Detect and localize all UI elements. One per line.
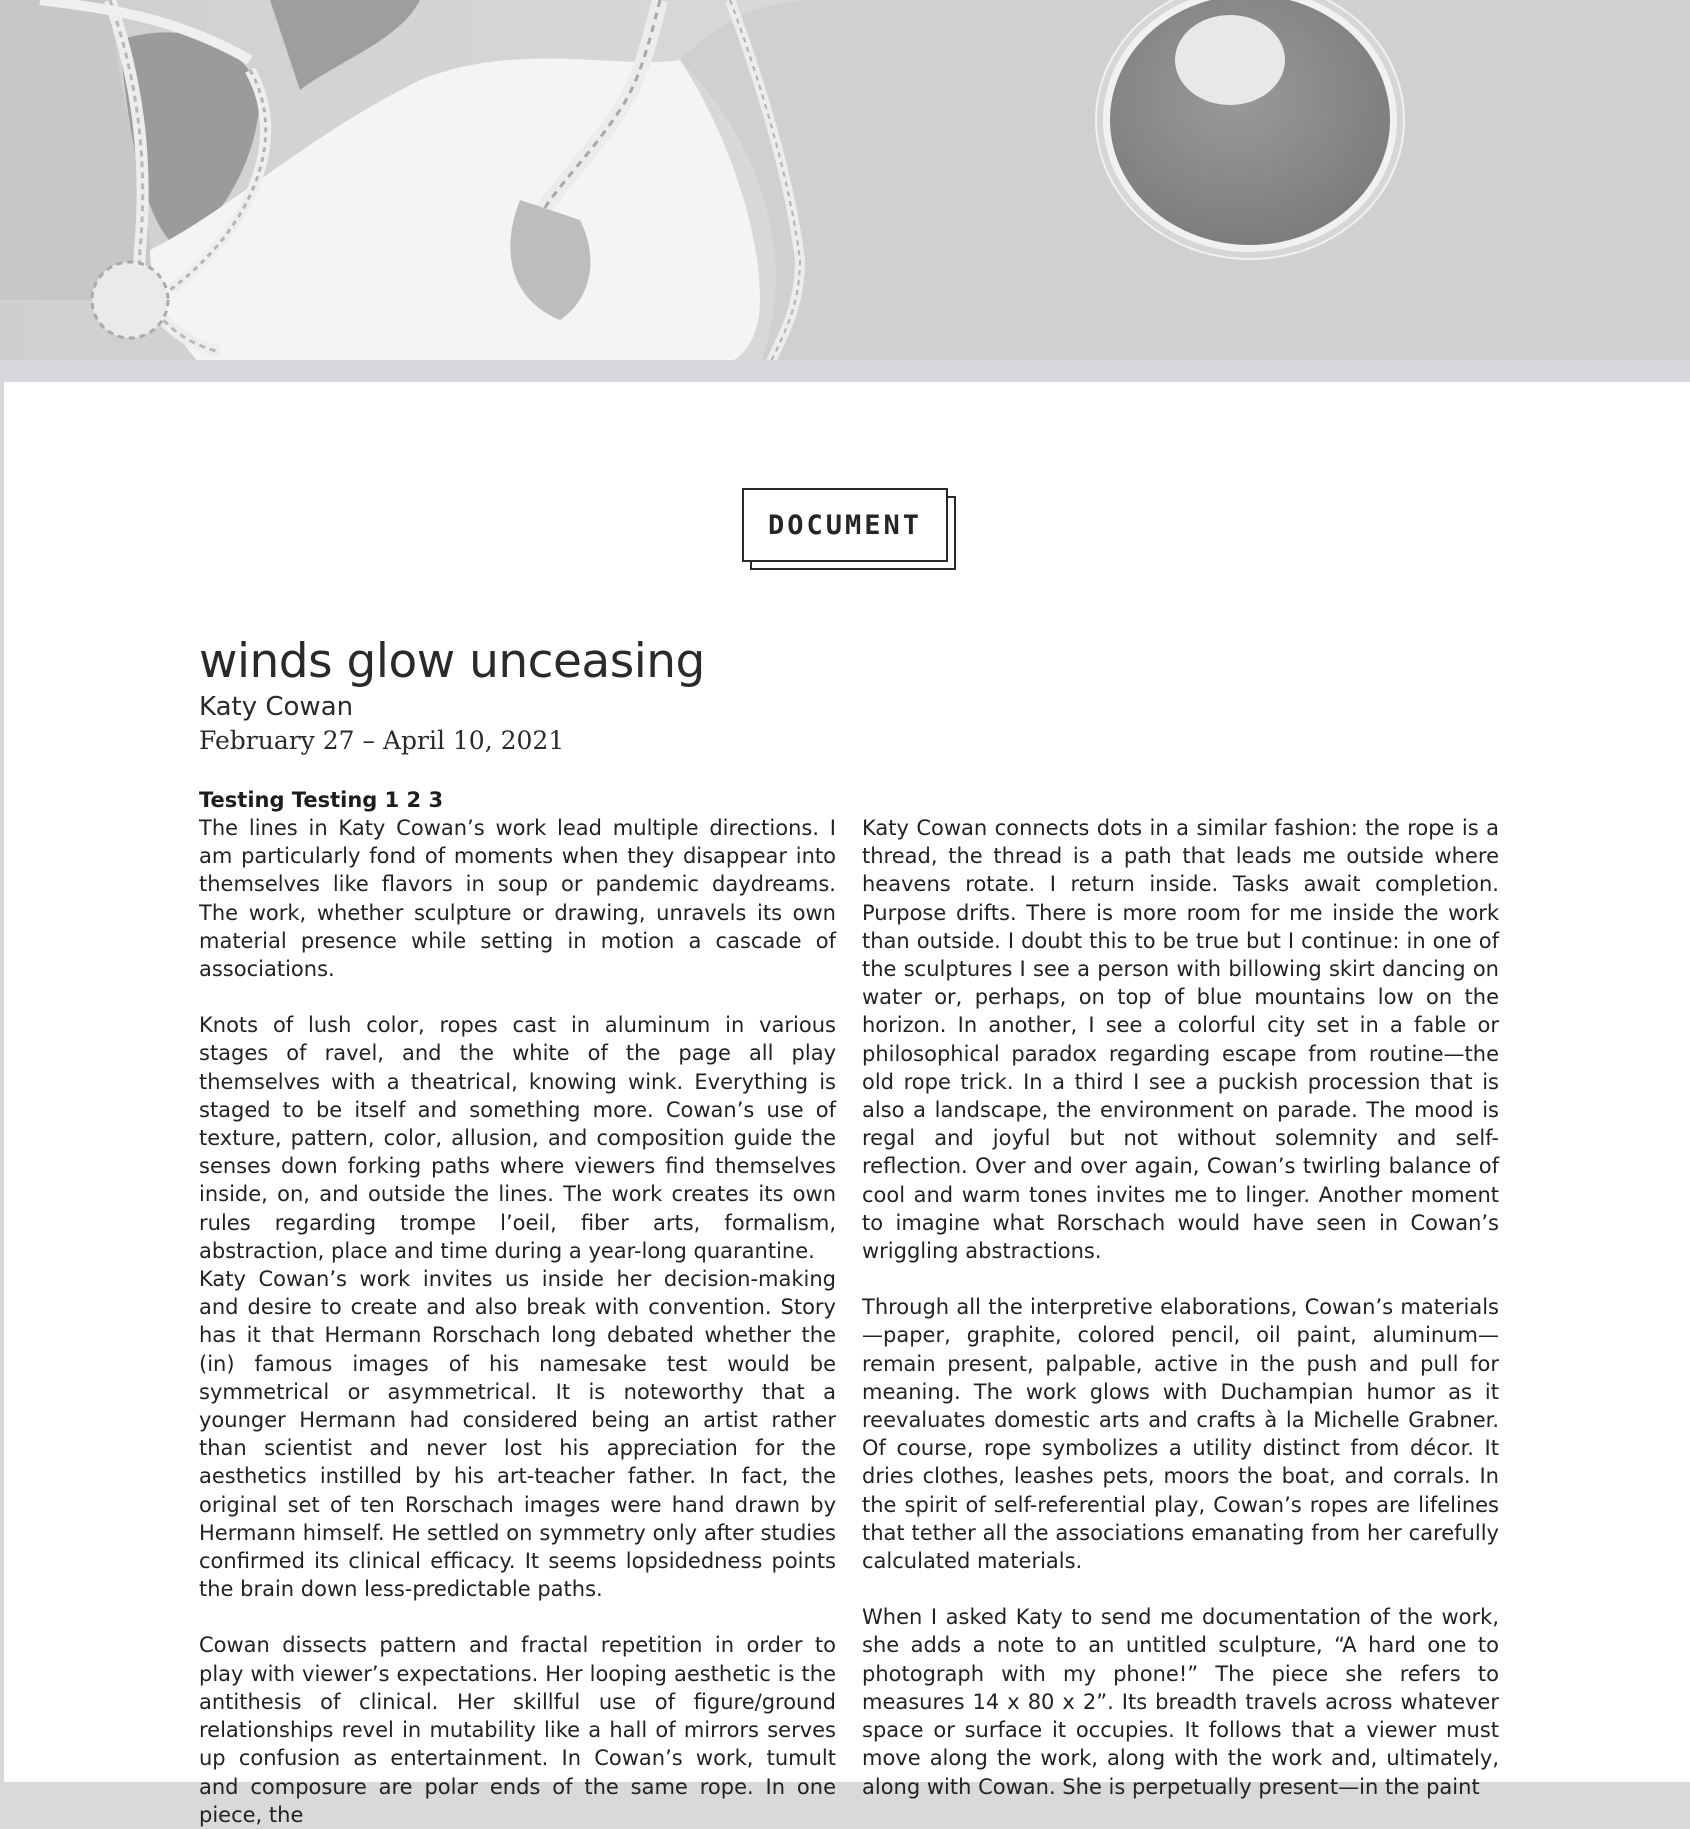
document-logo bbox=[742, 488, 956, 570]
essay-column-right bbox=[862, 814, 1499, 1801]
essay-paragraph: When I asked Katy to send me documentation of the work, she adds a note to an untitled sculpture, “A hard one to photograph with my phone!” The piece she refers to measures 14 x 80 x 2”. Its breadth travels across whatever space or surface it occupies. It follows that a viewer must move along the work, along with the work and, ultimately, along with Cowan. She is perpetually present—in the paint bbox=[862, 1605, 1499, 1799]
document-page bbox=[4, 382, 1690, 1827]
essay-paragraph: The lines in Katy Cowan’s work lead multiple directions. I am particularly fond of moments when they disappear into themselves like flavors in soup or pandemic daydreams. The work, whether sculpture or drawing, unravels its own material presence while setting in motion a cascade of associations. bbox=[199, 816, 836, 982]
essay-heading: Testing Testing 1 2 3 bbox=[199, 788, 444, 812]
essay-paragraph: Katy Cowan connects dots in a similar fashion: the rope is a thread, the thread is a path that leads me outside where heavens rotate. I return inside. Tasks await completion. Purpose drifts. There is more room for me inside the work than outside. I doubt this to be true but I continue: in one of the sculptures I see a person with billowing skirt dancing on water or, perhaps, on top of blue mountains low on the horizon. In another, I see a colorful city set in a fable or philosophical paradox regarding escape from routine—the old rope trick. In a third I see a puckish procession that is also a landscape, the environment on parade. The mood is regal and joyful but not without solemnity and self-reflection. Over and over again, Cowan’s twirling balance of cool and warm tones invites me to linger. Another moment to imagine what Rorschach would have seen in Cowan’s wriggling abstractions. bbox=[862, 816, 1499, 1264]
exhibition-dates: February 27 – April 10, 2021 bbox=[199, 726, 565, 755]
essay-paragraph: Knots of lush color, ropes cast in aluminum in various stages of ravel, and the white of the page all play themselves with a theatrical, knowing wink. Everything is staged to be itself and something more. Cowan’s use of texture, pattern, color, allusion, and composition guide the senses down forking paths where viewers find themselves inside, on, and outside the lines. The work creates its own rules regarding trompe l’oeil, fiber arts, formalism, abstraction, place and time during a year-long quarantine. bbox=[199, 1013, 836, 1263]
rope-sculpture-photo bbox=[0, 0, 1690, 364]
logo-frame-front bbox=[742, 488, 948, 562]
exhibition-title: winds glow unceasing bbox=[199, 634, 705, 689]
essay-paragraph: Cowan dissects pattern and fractal repetition in order to play with viewer’s expectations. Her looping aesthetic is the antithesis of clinical. Her skillful use of figure/ground relationships revel in mutability like a hall of mirrors serves up confusion as entertainment. In Cowan’s work, tumult and composure are polar ends of the same rope. In one piece, the bbox=[199, 1633, 836, 1827]
essay-paragraph: Katy Cowan’s work invites us inside her decision-making and desire to create and also break with convention. Story has it that Hermann Rorschach long debated whether the (in) famous images of his namesake test would be symmetrical or asymmetrical. It is noteworthy that a younger Hermann had considered being an artist rather than scientist and never lost his appreciation for the aesthetics instilled by his art-teacher father. In fact, the original set of ten Rorschach images were hand drawn by Hermann himself. He settled on symmetry only after studies confirmed its clinical efficacy. It seems lopsidedness points the brain down less-predictable paths. bbox=[199, 1267, 836, 1602]
exhibition-header bbox=[199, 636, 1099, 758]
artist-name: Katy Cowan bbox=[199, 692, 354, 722]
logo-text: DOCUMENT bbox=[767, 509, 923, 541]
essay-paragraph: Through all the interpretive elaborations, Cowan’s materials—paper, graphite, colored pencil, oil paint, aluminum—remain present, palpable, active in the push and pull for meaning. The work glows with Duchampian humor as it reevaluates domestic arts and crafts à la Michelle Grabner. Of course, rope symbolizes a utility distinct from décor. It dries clothes, leashes pets, moors the boat, and corrals. In the spirit of self-referential play, Cowan’s ropes are lifelines that tether all the associations emanating from her carefully calculated materials. bbox=[862, 1295, 1499, 1574]
header-artwork-image bbox=[0, 0, 1690, 364]
essay-column-left bbox=[199, 786, 836, 1829]
header-divider bbox=[0, 360, 1690, 382]
